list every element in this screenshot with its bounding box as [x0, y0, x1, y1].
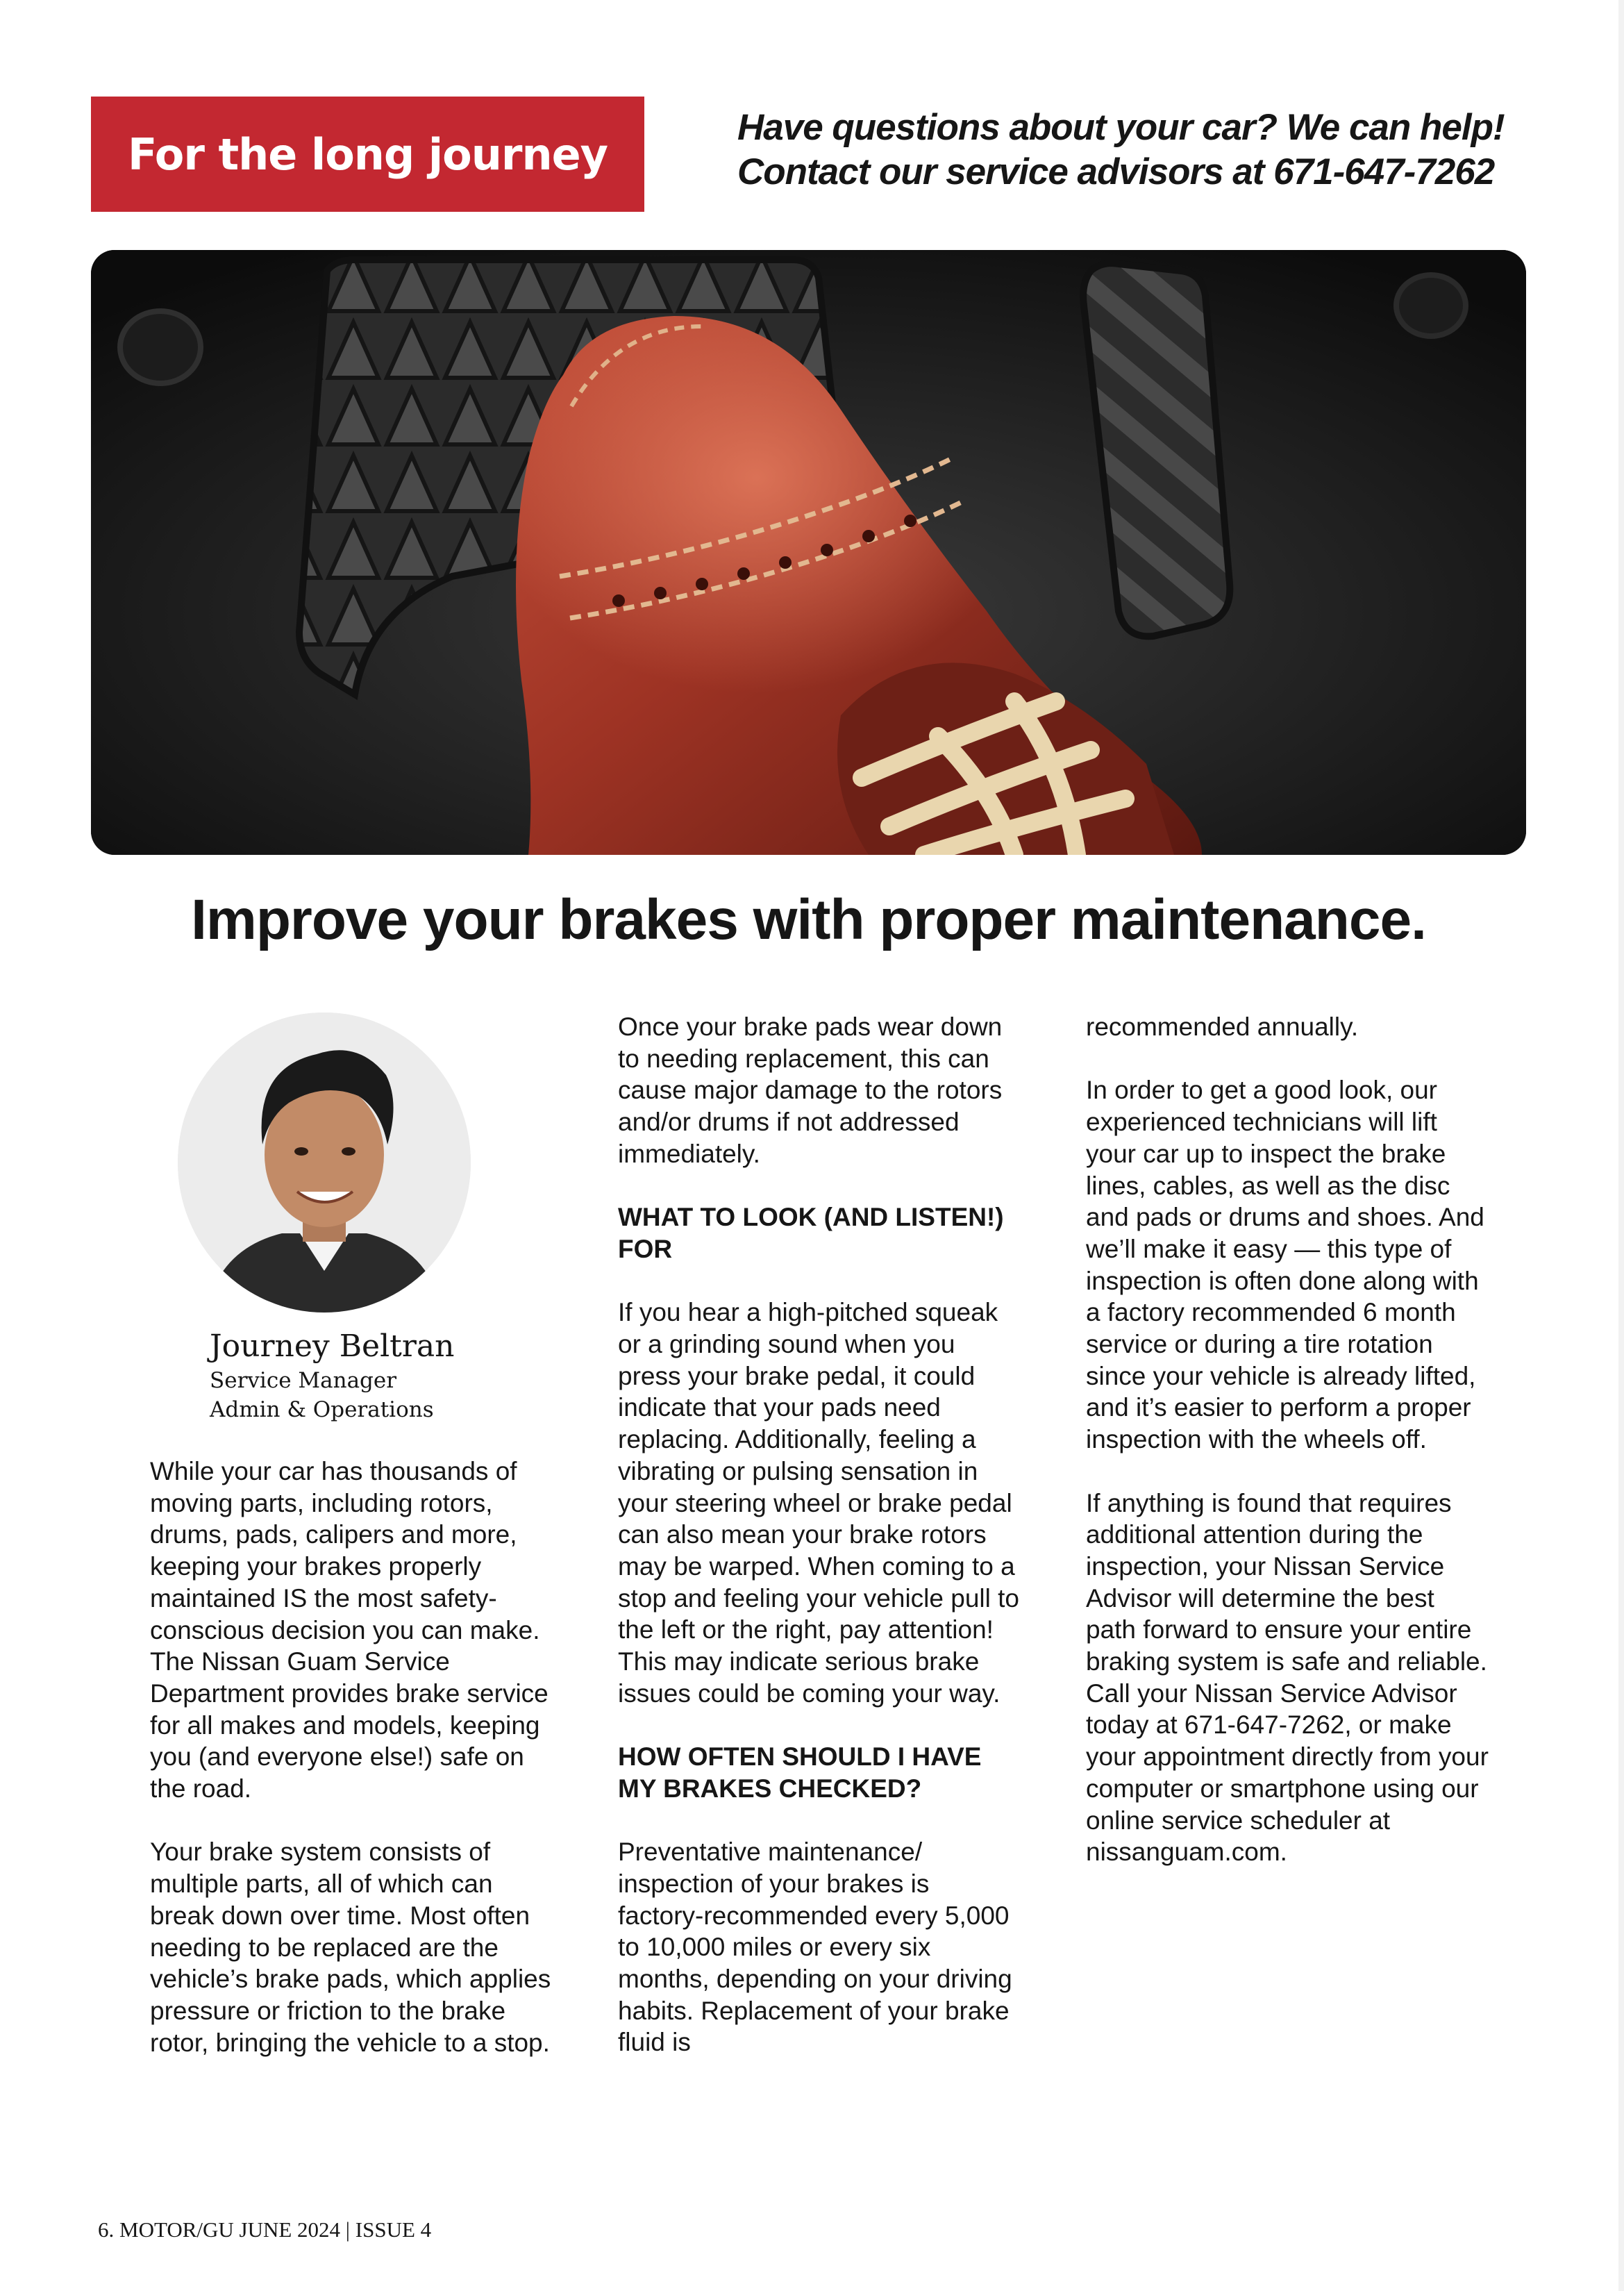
article-paragraph: In order to get a good look, our experienced technicians will lift your car up to inspect the brake lines, cables, as well as the disc and pads or drums and shoes. And we’ll make it easy — this type of inspection is often done along with a factory recommended 6 month service or during a tire rotation since your vehicle is already lifted, and it’s easier to perform a proper inspection with the wheels off. [1086, 1076, 1484, 1454]
article-headline: Improve your brakes with proper maintenance. [191, 888, 1426, 951]
page-edge-strip [1618, 0, 1624, 2291]
author-name: Journey Beltran [210, 1328, 455, 1364]
article-paragraph: recommended annually. [1086, 1013, 1359, 1041]
section-heading: WHAT TO LOOK (AND LISTEN!) FOR [618, 1203, 1004, 1263]
contact-line-1: Have questions about your car? We can help! [737, 107, 1505, 148]
hero-image [91, 250, 1526, 855]
article-paragraph: If anything is found that requires additional attention during the inspection, your Nissan Service Advisor will determine the best path forward to ensure your entire braking system is safe and reliable. Call your Nissan Service Advisor today at 671-647-7262, or make your appointment directly from your computer or smartphone using our online service scheduler at nissanguam.com. [1086, 1488, 1489, 1867]
contact-callout [737, 106, 1529, 194]
article-paragraph: Your brake system consists of multiple parts, all of which can break down over time. Most often needing to be replaced are the vehicle’s brake pads, which applies pressure or friction to the brake rotor, bringing the vehicle to a stop. [150, 1838, 551, 2057]
contact-line-2: Contact our service advisors at 671-647-7262 [737, 151, 1495, 192]
brake-pedal-shoe-photo [91, 250, 1526, 855]
article-paragraph: While your car has thousands of moving parts, including rotors, drums, pads, calipers and more, keeping your brakes properly maintained IS the most safety-conscious decision you can make. The Nissan Guam Service Department provides brake service for all makes and models, keeping you (and everyone else!) safe on the road. [150, 1457, 549, 1803]
section-badge: For the long journey [91, 97, 644, 212]
article-column-1 [150, 1456, 553, 2058]
article-paragraph: Once your brake pads wear down to needing replacement, this can cause major damage to the rotors and/or drums if not addressed immediately. [618, 1013, 1003, 1168]
author-role: Service Manager [210, 1368, 397, 1393]
article-column-3 [1086, 1011, 1489, 1868]
author-portrait [178, 1013, 471, 1313]
page-footer: 6. MOTOR/GU JUNE 2024 | ISSUE 4 [98, 2217, 432, 2242]
article-column-2 [618, 1011, 1021, 2058]
section-heading: HOW OFTEN SHOULD I HAVE MY BRAKES CHECKED? [618, 1742, 982, 1803]
author-department: Admin & Operations [210, 1397, 434, 1422]
article-paragraph: If you hear a high-pitched squeak or a grinding sound when you press your brake pedal, it could indicate that your pads need replacing. Additionally, feeling a vibrating or pulsing sensation in your steering wheel or brake pedal can also mean your brake rotors may be warped. When coming to a stop and feeling your vehicle pull to the left or the right, pay attention! This may indicate serious brake issues could be coming your way. [618, 1298, 1019, 1708]
article-paragraph: Preventative maintenance/ inspection of your brakes is factory-recommended every 5,000 to 10,000 miles or every six months, depending on your driving habits. Replacement of your brake fluid is [618, 1838, 1012, 2057]
person-portrait-icon [178, 1013, 471, 1313]
